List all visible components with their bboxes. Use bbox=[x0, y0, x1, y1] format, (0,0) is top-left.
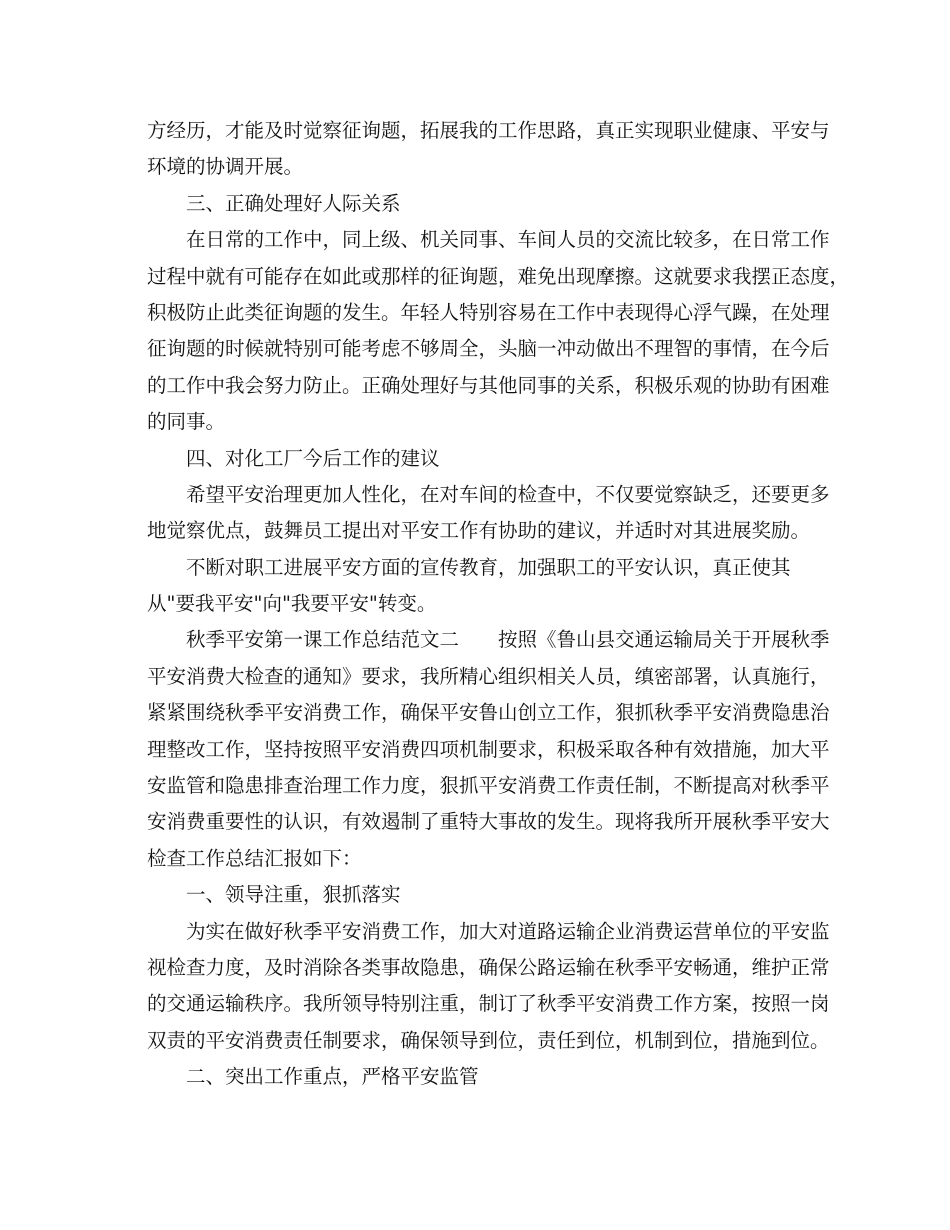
text-line: 双责的平安消费责任制要求，确保领导到位，责任到位，机制到位，措施到位。 bbox=[147, 1028, 830, 1052]
text-line: 四、对化工厂今后工作的建议 bbox=[186, 446, 440, 470]
text-line: 安消费重要性的认识，有效遏制了重特大事故的发生。现将我所开展秋季平安大 bbox=[147, 810, 830, 834]
text-line: 检查工作总结汇报如下： bbox=[147, 846, 362, 870]
text-line: 理整改工作，坚持按照平安消费四项机制要求，积极采取各种有效措施，加大平 bbox=[147, 737, 830, 761]
text-line: 的工作中我会努力防止。正确处理好与其他同事的关系，积极乐观的协助有困难 bbox=[147, 373, 830, 397]
text-line: 三、正确处理好人际关系 bbox=[186, 191, 401, 215]
text-line: 秋季平安第一课工作总结范文二 按照《鲁山县交通运输局关于开展秋季 bbox=[186, 628, 830, 652]
text-line: 一、领导注重，狠抓落实 bbox=[186, 883, 401, 907]
text-line: 为实在做好秋季平安消费工作，加大对道路运输企业消费运营单位的平安监 bbox=[186, 919, 830, 943]
text-line: 从"要我平安"向"我要平安"转变。 bbox=[147, 592, 437, 616]
text-line: 环境的协调开展。 bbox=[147, 155, 304, 179]
text-line: 过程中就有可能存在如此或那样的征询题，难免出现摩擦。这就要求我摆正态度， bbox=[147, 264, 850, 288]
text-line: 紧紧围绕秋季平安消费工作，确保平安鲁山创立工作，狠抓秋季平安消费隐患治 bbox=[147, 701, 830, 725]
text-line: 平安消费大检查的通知》要求，我所精心组织相关人员，缜密部署，认真施行， bbox=[147, 664, 830, 688]
document-body bbox=[147, 113, 850, 1096]
text-line: 二、突出工作重点，严格平安监管 bbox=[186, 1065, 479, 1089]
text-line: 积极防止此类征询题的发生。年轻人特别容易在工作中表现得心浮气躁，在处理 bbox=[147, 300, 830, 324]
text-line: 希望平安治理更加人性化，在对车间的检查中，不仅要觉察缺乏，还要更多 bbox=[186, 482, 830, 506]
text-line: 方经历，才能及时觉察征询题，拓展我的工作思路，真正实现职业健康、平安与 bbox=[147, 119, 830, 142]
text-line: 安监管和隐患排查治理工作力度，狠抓平安消费工作责任制，不断提高对秋季平 bbox=[147, 774, 830, 798]
text-line: 在日常的工作中，同上级、机关同事、车间人员的交流比较多，在日常工作 bbox=[186, 228, 830, 252]
text-line: 地觉察优点，鼓舞员工提出对平安工作有协助的建议，并适时对其进展奖励。 bbox=[147, 519, 811, 543]
text-line: 的同事。 bbox=[147, 410, 226, 434]
text-line: 视检查力度，及时消除各类事故隐患，确保公路运输在秋季平安畅通，维护正常 bbox=[147, 955, 830, 979]
text-line: 的交通运输秩序。我所领导特别注重，制订了秋季平安消费工作方案，按照一岗 bbox=[147, 992, 830, 1016]
text-line: 征询题的时候就特别可能考虑不够周全，头脑一冲动做出不理智的事情，在今后 bbox=[147, 337, 830, 361]
text-line: 不断对职工进展平安方面的宣传教育，加强职工的平安认识，真正使其 bbox=[186, 555, 791, 579]
